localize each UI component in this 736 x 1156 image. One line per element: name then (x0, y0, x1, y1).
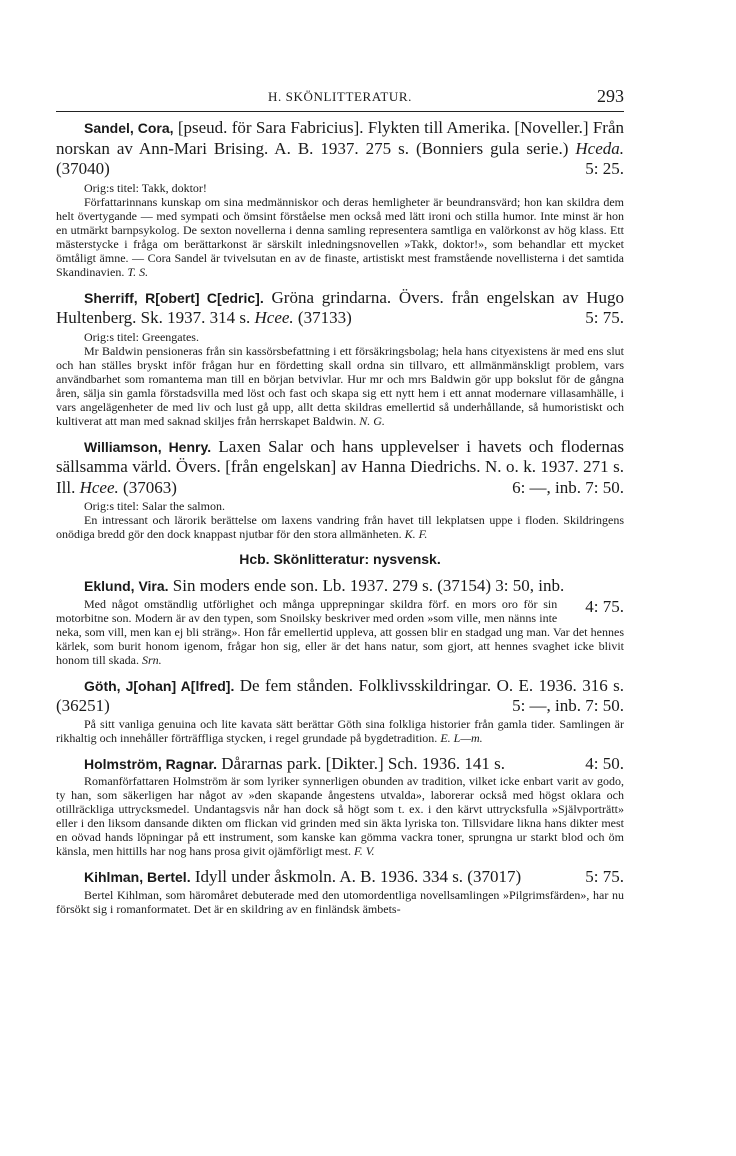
entry-description: Gröna grindarna. Övers. från engelskan av Hugo Hultenberg. Sk. 1937. 314 s. (56, 287, 624, 327)
entry-heading (56, 676, 624, 717)
entry-review (56, 597, 624, 667)
entry-heading (56, 867, 624, 888)
review-signature: E. L—m. (440, 730, 483, 745)
header-rule (56, 111, 624, 112)
review-text: Författarinnans kunskap om sina medmänniskor och deras hemligheter är beundransvärd; hon kan skildra dem helt övertygande — med sympati och ömsint förståelse men också med lätt ironi och stilla humor. Inte minst är hon en utmärkt barnpsykolog. De sexton novellerna i denna samling representera samtliga en valörkonst av hög klass. Ett mästerstycke i fråga om berättarkonst är särskilt inledningsnovellen »Takk, doktor!», som behandlar ett mycket ömtåligt ämne. — Cora Sandel är tvivelsutan en av de finaste, artistiskt mest framstående novellisterna i det samtida Skandinavien. (56, 194, 624, 279)
entry-price: 4: 50. (585, 753, 624, 773)
entry-classification: Hcee. (254, 308, 294, 327)
book-entry (56, 437, 624, 542)
section-heading: Hcb. Skönlitteratur: nysvensk. (239, 551, 441, 567)
entry-number: (37063) (123, 477, 177, 497)
entry-author: Sandel, Cora, (84, 120, 174, 136)
page-content (56, 118, 624, 925)
review-signature: K. F. (404, 527, 428, 541)
review-text: Bertel Kihlman, som häromåret debuterade med den utomordentliga novellsamlingen »Pilgrimsfärden», har nu försökt sig i romanformatet. Det är en skildring av en finländsk ämbets- (56, 887, 624, 916)
book-entry (56, 754, 624, 859)
entry-author: Williamson, Henry. (84, 438, 212, 455)
book-entry (56, 288, 624, 428)
entry-number: (37040) (56, 159, 110, 178)
review-text: En intressant och lärorik berättelse om laxens vandring från havet till lekplatsen uppe i floden. Skildringens onödiga bredd gör den dock knappast njutbar för den stora allmänheten. (56, 513, 624, 541)
review-text: Med något omständlig utförlighet och många upprepningar skildra förf. en mors oro för sin motorbitne son. Modern är av den typen, som Snoilsky beskriver med orden »som ville, men nänns inte neka, som vill, men kan ej bli sträng». Hon får emellertid uppleva, att gossen blir en stadgad ung man. Var det hennes kärlek, som burit honom igenom, frågar hon sig, eller är det hans natur, som gjort, att hennes svaghet icke blivit honom till skada. (56, 596, 624, 667)
entry-original-title: Orig:s titel: Greengates. (84, 329, 199, 344)
entry-review (56, 344, 624, 428)
entry-description: Sin moders ende son. Lb. 1937. 279 s. (37154) 3: 50, inb. (172, 576, 565, 595)
entry-heading (56, 288, 624, 329)
review-text: På sitt vanliga genuina och lite kavata sätt berättar Göth sina folkliga historier från gamla tider. Samlingen är rikhaltig och innehåller förträffliga stycken, i regel grundade på bygdetradition. (56, 716, 624, 745)
entry-description: Laxen Salar och hans upplevelser i havets och flodernas sällsamma värld. Övers. [från engelskan] av Hanna Diedrichs. N. o. k. 1937. 271 s. Ill. (56, 436, 624, 497)
entry-original-title: Orig:s titel: Salar the salmon. (84, 499, 225, 513)
entry-author: Sherriff, R[obert] C[edric]. (84, 289, 264, 306)
entry-price: 5: 75. (585, 308, 624, 327)
entry-heading (56, 437, 624, 499)
book-entry (56, 576, 624, 667)
entry-classification: Hceda. (575, 138, 625, 158)
entries-group-a (56, 118, 624, 541)
book-entry (56, 867, 624, 916)
book-entry (56, 676, 624, 745)
review-signature: Srn. (142, 652, 162, 667)
entry-review (56, 774, 624, 858)
entry-review (56, 513, 624, 541)
review-text: Romanförfattaren Holmström är som lyriker synnerligen obunden av tradition, vilket icke enbart varit av godo, ty han, som säkerligen har något av »den skapande ångestens utvalda», laborerar också med högst oklara och otillräckliga uttrycksmedel. Undantagsvis når han dock så högt som t. ex. i den kärvt uttrycksfulla »Självporträtt» eller i den liksom dansande dikten om flickan vid grinden med sin äkta lyriska ton. Tillsvidare likna hans dikter mest en oövad hands löpningar på ett instrument, som kanske kan gömma vackra toner, sprungna ur starkt blod och öm känsla, men hittills har nog hans prosa givit ojämförligt mest. (56, 774, 624, 858)
entry-price: 5: 25. (585, 159, 624, 178)
entry-heading (56, 576, 624, 616)
entry-number: (37133) (297, 308, 352, 327)
entry-price: 5: 75. (585, 867, 624, 886)
review-signature: N. G. (359, 413, 385, 428)
entry-heading (56, 118, 624, 180)
entry-description: Idyll under åskmoln. A. B. 1936. 334 s. (37017) (194, 867, 522, 886)
review-signature: T. S. (127, 264, 149, 279)
entry-author: Holmström, Ragnar. (84, 755, 218, 772)
entries-group-b (56, 576, 624, 916)
entry-author: Eklund, Vira. (84, 578, 169, 594)
entry-heading (56, 754, 624, 775)
running-title: H. SKÖNLITTERATUR. (267, 89, 413, 104)
page-number: 293 (597, 86, 624, 106)
entry-review (56, 888, 624, 916)
entry-review (56, 717, 624, 745)
entry-author: Göth, J[ohan] A[lfred]. (84, 677, 235, 694)
entry-description: De fem stånden. Folklivsskildringar. O. E. 1936. 316 s. (36251) (56, 675, 625, 715)
review-signature: F. V. (353, 844, 375, 858)
entry-original-title: Orig:s titel: Takk, doktor! (84, 180, 207, 195)
entry-price: 4: 75. (585, 596, 624, 616)
entry-review (56, 195, 624, 279)
entry-description: [pseud. för Sara Fabricius]. Flykten till Amerika. [Noveller.] Från norskan av Ann-Mari Brising. A. B. 1937. 275 s. (Bonniers gula serie.) (56, 118, 624, 158)
entry-price: 5: —, inb. 7: 50. (512, 696, 624, 715)
entry-price: 6: —, inb. 7: 50. (512, 477, 624, 497)
book-entry (56, 118, 624, 279)
entry-description: Dårarnas park. [Dikter.] Sch. 1936. 141 s. (221, 753, 506, 773)
review-text: Mr Baldwin pensioneras från sin kassörsbefattning i ett försäkringsbolag; hela hans cityexistens är med ens slut och han ställes bryskt inför frågan hur en fördetting skall ordna sin tillvaro, ett allmänmänskligt problem, vars användbarhet som romantema man till en början betvivlar. Hur mr och mrs Baldwin gör upp bokslut för de gångna åren, sälja sin gamla förstadsvilla med löst och fast och skapa sig ett nytt hem i ett annat modernare villasamhälle, i vars angelägenheter de med liv och lust gå upp, allt detta skildras emellertid så underhållande, så humoristiskt och kultiverat att man med saknad skiljes från herrskapet Baldwin. (56, 343, 624, 428)
entry-author: Kihlman, Bertel. (84, 869, 191, 885)
entry-classification: Hcee. (79, 477, 119, 497)
running-head (56, 86, 624, 109)
